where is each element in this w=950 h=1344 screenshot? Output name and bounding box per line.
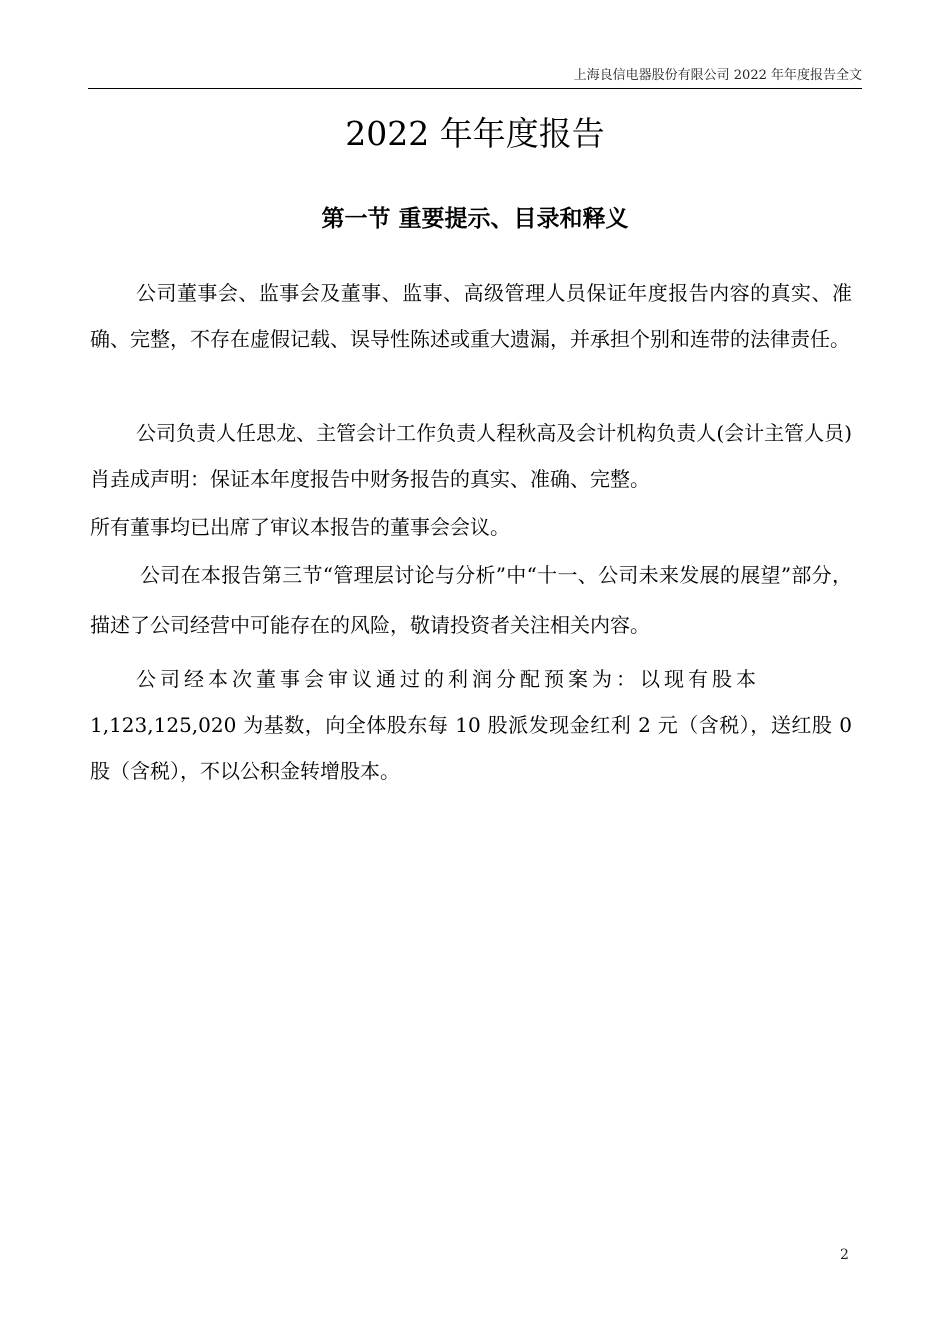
report-title: 2022 年年度报告 bbox=[345, 114, 605, 153]
paragraph-dividend-plan: 1,123,125,020 为基数，向全体股东每 10 股派发现金红利 2 元（含税），送红股 0 股（含税），不以公积金转增股本。 bbox=[90, 713, 852, 783]
paragraph-dividend-intro: 公司经本次董事会审议通过的利润分配预案为：以现有股本 bbox=[136, 667, 760, 691]
section-title: 第一节 重要提示、目录和释义 bbox=[321, 206, 629, 232]
running-header: 上海良信电器股份有限公司 2022 年年度报告全文 bbox=[573, 68, 862, 83]
header-divider bbox=[88, 88, 862, 89]
paragraph-risk-notice: 公司在本报告第三节“管理层讨论与分析”中“十一、公司未来发展的展望”部分，描述了公司经营中可能存在的风险，敬请投资者关注相关内容。 bbox=[90, 563, 852, 637]
paragraph-attendance: 所有董事均已出席了审议本报告的董事会会议。 bbox=[90, 515, 510, 539]
page-number: 2 bbox=[840, 1247, 849, 1263]
paragraph-declaration: 公司负责人任思龙、主管会计工作负责人程秋高及会计机构负责人(会计主管人员)肖垚成声明：保证本年度报告中财务报告的真实、准确、完整。 bbox=[90, 421, 852, 491]
paragraph-responsibility: 公司董事会、监事会及董事、监事、高级管理人员保证年度报告内容的真实、准确、完整，不存在虚假记载、误导性陈述或重大遗漏，并承担个别和连带的法律责任。 bbox=[90, 281, 852, 351]
